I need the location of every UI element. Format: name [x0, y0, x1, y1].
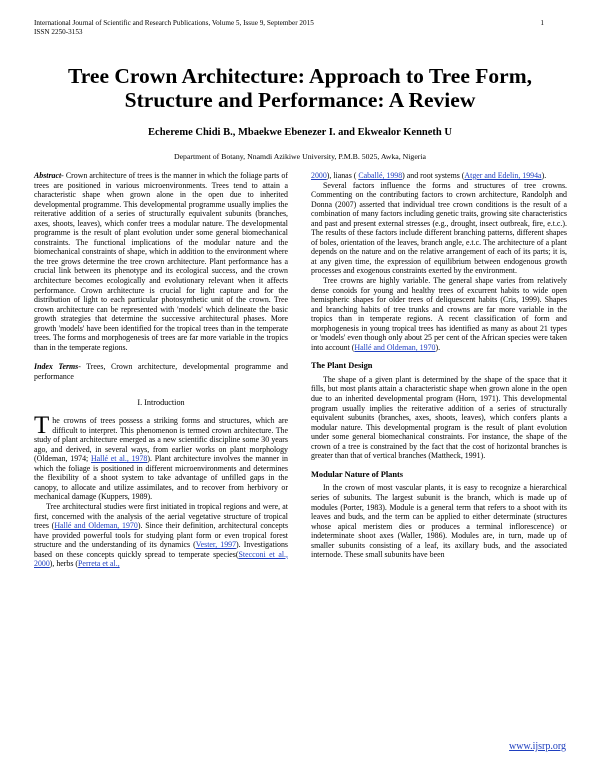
- abstract-label: Abstract-: [34, 171, 64, 180]
- title-line-1: Tree Crown Architecture: Approach to Tree Form,: [68, 64, 532, 88]
- index-terms-label: Index Terms: [34, 362, 79, 372]
- body-text: ) and root systems (: [402, 171, 465, 180]
- authors: Echereme Chidi B., Mbaekwe Ebenezer I. and Ekwealor Kenneth U: [148, 127, 452, 138]
- intro-text: ). Plant architecture involves the manner in which the foliage is positioned in different microenvironments and determines the flexibility of a shoot system to take advantage of unfilled gaps in the canopy, to allocate and utilize assimilates, and to recover from herbivory or mechanical damage (Kuppers, 1989).: [34, 454, 288, 502]
- abstract-text: Crown architecture of trees is the manner in which the foliage parts of trees are positioned in various microenvironments. Trees tend to attain a characteristic shape when grown alone in the open due to inherited developmental programme. This developmental programme usually implies the reiterative addition of a series of structurally equivalent subunits (branches, axes, shoots, leaves), which confer trees a modular nature. The developmental programme is the result of plant evolution under some general biomechanical constraints. The functional implications of the modular nature and the biomechanical constraints of shape, which in addition to the environment where the tree grows determine the tree crown architecture. Plant performance has a crucial link between its phenotype and its ecological success, and the crown architecture becomes ecologically and evolutionary relevant when it affects performance. Crown architecture is crucial for light capture and for the distribution of light to each particular photosynthetic unit of the crown. Tree crown architecture can be represented with 'models' which delineate the basic growth strategies that determine the successive architectural phases. More growth 'models' have been identified for the tropical trees than in the temperate trees. The forms and morphogenesis of trees are far more variable in the tropics than in the temperate regions.: [34, 171, 288, 352]
- journal-name: International Journal of Scientific and Research Publications, Volume 5, Issue 9, September 2015: [34, 19, 314, 27]
- citation-link[interactable]: Hallé and Oldeman, 1970: [54, 521, 138, 531]
- intro-text: Tree architectural studies were first initiated in tropical regions and were, at first, concerned with the analysis of the aerial vegetative structure of tropical trees (: [34, 501, 288, 531]
- running-header: [34, 19, 554, 37]
- intro-paragraph-2: [34, 502, 288, 569]
- intro-text: he crowns of trees possess a striking forms and structures, which are difficult to interpret. This phenomenon is termed crown architecture. The study of plant architecture emerged as a new scientific discipline some 30 years ago, and derived, in several ways, from earlier works on plant morphology (Oldeman, 1974;: [34, 416, 288, 464]
- index-terms-text: - Trees, Crown architecture, developmental programme and performance: [34, 362, 288, 381]
- title-line-2: Structure and Performance: A Review: [124, 88, 476, 112]
- citation-link[interactable]: Caballé, 1998: [358, 171, 403, 180]
- intro-paragraph-1: [34, 412, 288, 502]
- citation-link[interactable]: Stecconi et al., 2000: [34, 549, 289, 569]
- right-column: [311, 171, 567, 560]
- abstract: [34, 171, 288, 352]
- citation-link[interactable]: Hallé et al., 1978: [90, 454, 148, 464]
- plant-design-heading: The Plant Design: [311, 361, 373, 371]
- modular-nature-heading: Modular Nature of Plants: [311, 469, 404, 479]
- continuation-paragraph: [311, 171, 567, 181]
- drop-cap: T: [34, 412, 50, 440]
- body-text: ).: [541, 171, 547, 180]
- intro-text: ), herbs (: [49, 559, 79, 569]
- body-text: ), lianas (: [326, 171, 359, 180]
- citation-link[interactable]: 2000: [311, 171, 327, 180]
- footer-website-link[interactable]: www.ijsrp.org: [509, 741, 566, 752]
- citation-link[interactable]: Atger and Edelin, 1994a: [464, 171, 542, 180]
- intro-text: ). Since their definition, architectural concepts have provided powerful tools for studying plant form or even tropical forest structure and the understanding of its dynamics (: [34, 521, 289, 550]
- plant-design-paragraph: The shape of a given plant is determined by the shape of the space that it fills, but most plants attain a characteristic shape when grown alone in the open due to an inherited developmental program (Horn, 1971). This developmental program usually implies the reiterative addition of a series of structurally equivalent subunits (branches, axes, shoots, leaves), which confers plants a modular nature. This developmental program is the result of plant evolution under some general biomechanical constraints. For instance, the shape of the crown of a tree is constrained by the fact that the cost of horizontal branches is greater than that of vertical branches (Mattheck, 1991).: [311, 374, 567, 461]
- index-terms: [34, 362, 288, 381]
- citation-link[interactable]: Hallé and Oldeman, 1970: [354, 342, 436, 352]
- affiliation: Department of Botany, Nnamdi Azikiwe University, P.M.B. 5025, Awka, Nigeria: [173, 152, 427, 161]
- variability-paragraph: [311, 276, 567, 352]
- left-column: [34, 171, 288, 569]
- page-number: 1: [540, 19, 544, 27]
- citation-link[interactable]: Perreta et al.,: [78, 559, 120, 569]
- intro-text: ). Investigations based on these concepts quickly spread to temperate species(: [34, 540, 288, 559]
- modular-nature-paragraph: In the crown of most vascular plants, it is easy to recognize a hierarchical series of subunits. The largest subunit is the branch, which is made up of modules (Porter, 1983). Module is a general term that refers to a shoot with its leaves and buds, and the term can be applied to either determinate (structures whose apical meristem dies or produces a terminal inflorescence) or indeterminate shoot axes (Waller, 1986). Modules are, in turn, made up of smaller subunits consisting of a leaf, its axillary buds, and the associated internode. These small subunits have been: [311, 483, 567, 560]
- body-text: ).: [435, 342, 441, 352]
- body-text: Tree crowns are highly variable. The general shape varies from relatively dense conoids for young and healthy trees of excurrent habits to wide open hemispheric shapes for older trees of deliquescent habits (Cris, 1999). Shapes and branching habits of tree trunks and crowns are far more variable in the tropics than in temperate regions. A recent classification of form and morphogenesis in young tropical trees has identified as many as about 21 types or 'models' even though only about 25 per cent of the African species were taken into account (: [311, 276, 567, 352]
- issn: ISSN 2250-3153: [34, 28, 83, 36]
- citation-link[interactable]: Vester, 1997: [195, 540, 237, 550]
- paper-title: [0, 64, 600, 112]
- factors-paragraph: Several factors influence the forms and structures of tree crowns. Commenting on the contributing factors to crown architecture, Randolph and Donna (2007) asserted that individual tree crown conditions is the result of a combination of many factors including genetic traits, growing site characteristics and past and present external stresses (e.g., drought, insect outbreak, fire, e.t.c.). The results of these factors include different branching patterns, different shapes of boles, orientation of the leaves, branch angle, e.t.c. The architecture of a plant depends on the nature and on the relative arrangement of each of its parts; it is, at any given time, the expression of equilibrium between endogenous growth processes and exogenous constraints exerted by the environment.: [311, 180, 567, 276]
- introduction-heading: I. Introduction: [137, 398, 185, 408]
